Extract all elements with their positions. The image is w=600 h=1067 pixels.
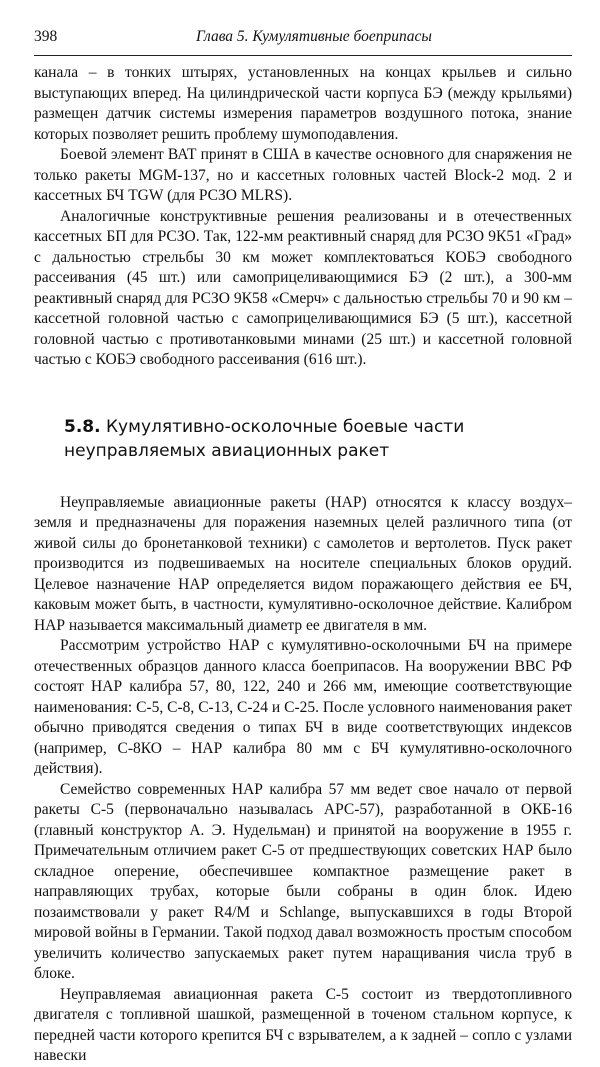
section-title-line2: неуправляемых авиационных ракет (64, 440, 390, 461)
body-text (34, 63, 572, 1067)
page-header (34, 28, 572, 50)
section-title-line1: Кумулятивно-осколочные боевые части (105, 416, 465, 437)
paragraph: Неуправляемая авиационная ракета С-5 состоит из твердотопливного двигателя с топливной шашкой, размещенной в точеном стальном корпусе, к передней части которого крепится БЧ с взрывателем, а к задней – сопло с узлами навески (34, 985, 572, 1064)
section-heading (64, 415, 572, 463)
page-number: 398 (34, 28, 58, 45)
paragraph: канала – в тонких штырях, установленных на концах крыльев и сильно выступающих вперед. На цилиндрической части корпуса БЭ (между крыльями) размещен датчик системы измерения параметров воздушного потока, знание которых позволяет решить проблему шумоподавления. (34, 64, 572, 143)
running-title: Глава 5. Кумулятивные боеприпасы (196, 28, 432, 45)
paragraph: Неуправляемые авиационные ракеты (НАР) относятся к классу воздух–земля и предназначены для поражения наземных целей различного типа (от живой силы до бронетанковой техники) с самолетов и вертолетов. Пуск ракет производится из подвешиваемых на носителе специальных блоков орудий. Целевое назначение НАР определяется видом поражающего действия ее БЧ, каковым может быть, в частности, кумулятивно-осколочное действие. Калибром НАР называется максимальный диаметр ее двигателя в мм. (34, 493, 572, 634)
header-rule (34, 55, 572, 56)
paragraph: Боевой элемент ВАТ принят в США в качестве основного для снаряжения не только ракеты MGM-137, но и кассетных головных частей Block-2 мод. 2 и кассетных БЧ TGW (для РСЗО MLRS). (34, 146, 572, 204)
paragraph: Рассмотрим устройство НАР с кумулятивно-осколочными БЧ на примере отечественных образцов данного класса боеприпасов. На вооружении ВВС РФ состоят НАР калибра 57, 80, 122, 240 и 266 мм, имеющие соответствующие наименования: С-5, С-8, С-13, С-24 и С-25. После условного наименования ракет обычно приводятся сведения о типах БЧ в виде соответствующих индексов (например, С-8КО – НАР калибра 80 мм с БЧ кумулятивно-осколочного действия). (34, 637, 572, 777)
paragraph: Семейство современных НАР калибра 57 мм ведет свое начало от первой ракеты С-5 (первоначально называлась АРС-57), разработанной в ОКБ-16 (главный конструктор А. Э. Нудельман) и принятой на вооружение в 1955 г. Примечательным отличием ракет С-5 от предшествующих советских НАР было складное оперение, обеспечившее компактное размещение ракет в направляющих трубах, которые были собраны в один блок. Идею позаимствовали у ракет R4/M и Schlange, выпускавшихся в годы Второй мировой войны в Германии. Такой подход давал возможность простым способом увеличить количество запускаемых ракет путем наращивания числа труб в блоке. (34, 780, 572, 982)
paragraph: Аналогичные конструктивные решения реализованы и в отечественных кассетных БП для РСЗО. Так, 122-мм реактивный снаряд для РСЗО 9К51 «Град» с дальностью стрельбы 30 км может комплектоваться КОБЭ свободного рассеивания (45 шт.) или самоприцеливающимися БЭ (2 шт.), а 300-мм реактивный снаряд для РСЗО 9К58 «Смерч» с дальностью стрельбы 70 и 90 км – кассетной головной частью с самоприцеливающимися БЭ (5 шт.), кассетной головной частью с противотанковыми минами (25 шт.) и кассетной головной частью с КОБЭ свободного рассеивания (616 шт.). (34, 207, 572, 368)
section-number: 5.8. (64, 416, 101, 437)
